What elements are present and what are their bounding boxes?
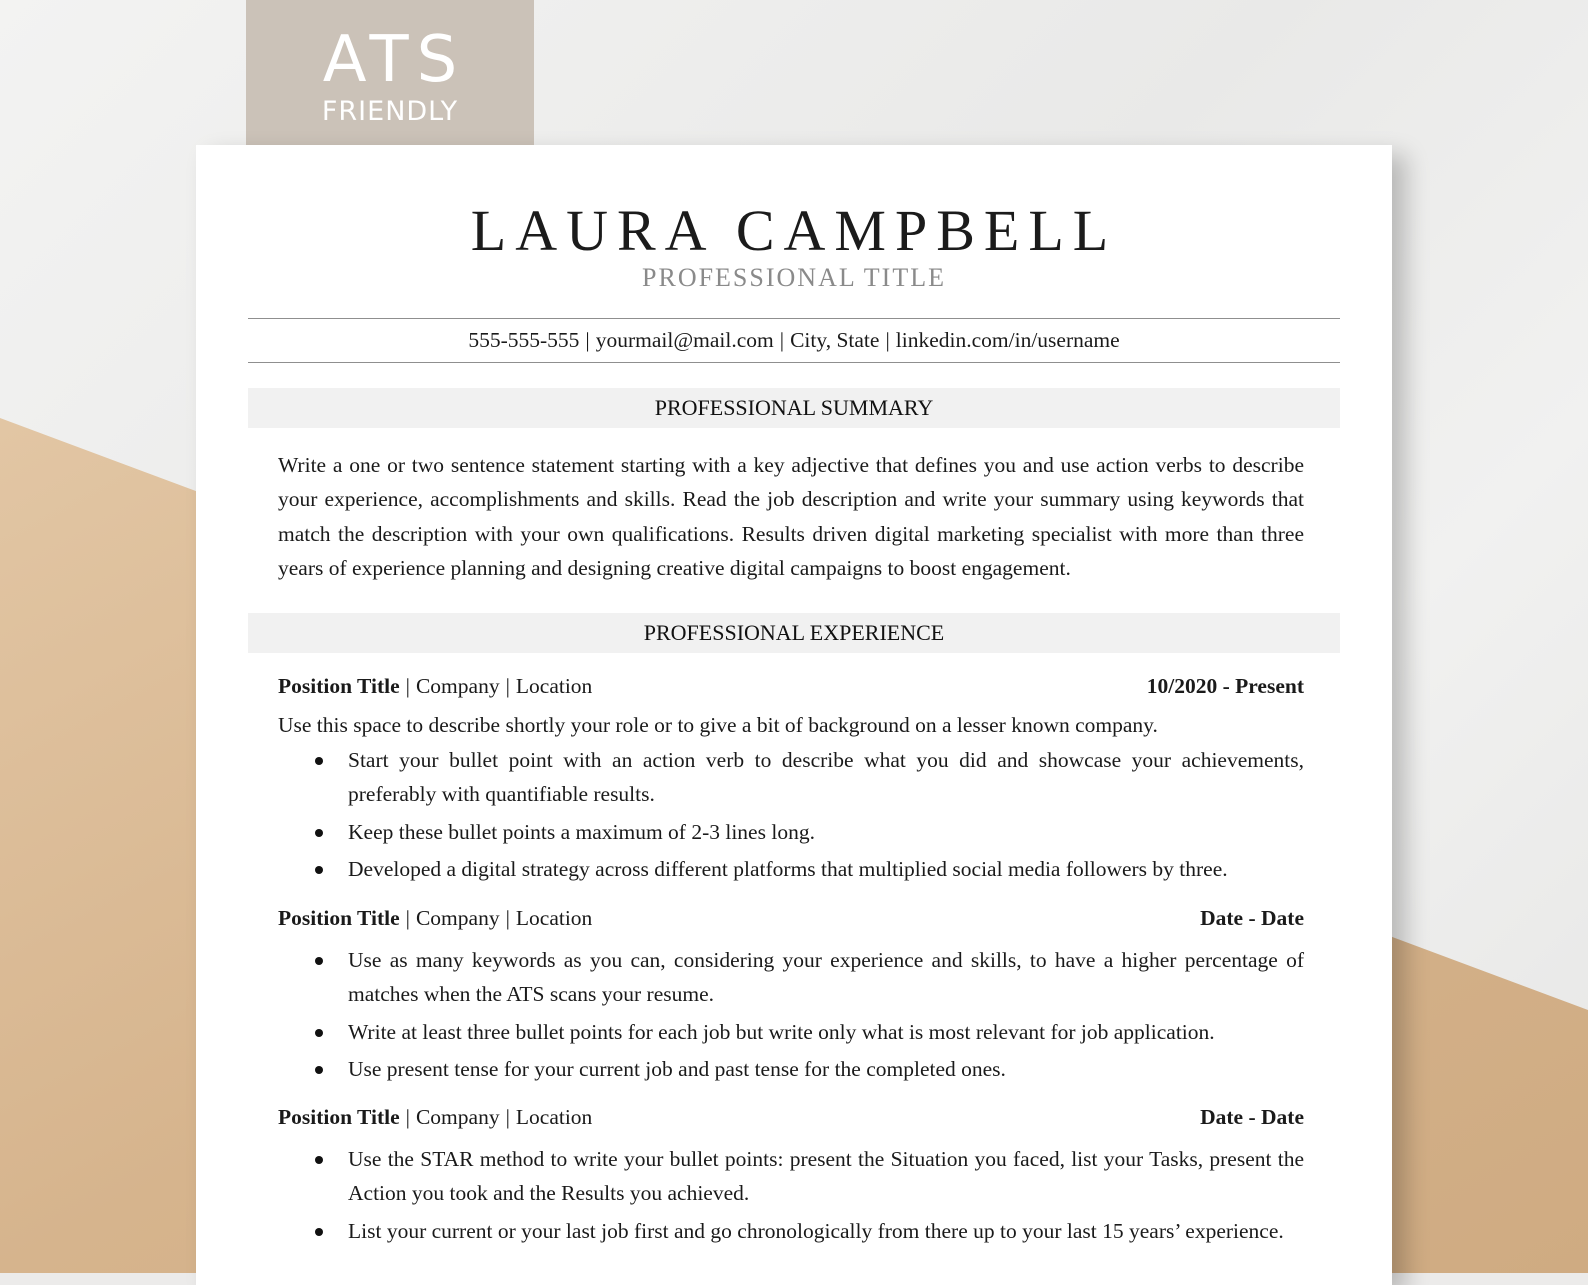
bullet-dot	[315, 829, 323, 837]
contact-separator: |	[779, 328, 785, 352]
job-header	[278, 1102, 1304, 1132]
bullet-dot	[315, 1029, 323, 1037]
contact-line	[248, 318, 1340, 363]
job-location: Location	[515, 906, 593, 930]
contact-email: yourmail@mail.com	[595, 328, 774, 352]
job-entry	[278, 903, 1304, 1086]
bullet-dot	[315, 1228, 323, 1236]
job-position: Position Title	[278, 1105, 400, 1129]
job-bullets	[278, 943, 1304, 1086]
bullet-item	[278, 1052, 1304, 1086]
job-location: Location	[515, 674, 593, 698]
bullet-text: Keep these bullet points a maximum of 2-3 lines long.	[348, 819, 815, 844]
bullet-dot	[315, 957, 323, 965]
job-separator: |	[505, 1105, 510, 1129]
bullet-text: Developed a digital strategy across different platforms that multiplied social media followers by three.	[348, 856, 1228, 881]
job-company: Company	[415, 906, 500, 930]
job-entry	[278, 671, 1304, 886]
bullet-text: Use the STAR method to write your bullet points: present the Situation you faced, list your Tasks, present the Action you took and the Results you achieved.	[348, 1147, 1304, 1206]
bullet-text: Write at least three bullet points for each job but write only what is most relevant for job application.	[348, 1019, 1215, 1044]
job-location: Location	[515, 1105, 593, 1129]
experience-heading: PROFESSIONAL EXPERIENCE	[248, 613, 1340, 653]
bullet-dot	[315, 757, 323, 765]
job-separator: |	[505, 906, 510, 930]
resume-name: LAURA CAMPBELL	[470, 198, 1118, 263]
bullet-item	[278, 1142, 1304, 1211]
job-company: Company	[415, 1105, 500, 1129]
job-entry	[278, 1102, 1304, 1248]
job-role-line	[278, 903, 592, 933]
bullet-dot	[315, 866, 323, 874]
bullet-dot	[315, 1156, 323, 1164]
job-header	[278, 903, 1304, 933]
badge-sub-text: FRIENDLY	[321, 96, 459, 127]
job-header	[278, 671, 1304, 701]
contact-separator: |	[885, 328, 890, 352]
contact-separator: |	[585, 328, 590, 352]
bullet-text: Start your bullet point with an action verb to describe what you did and showcase your achievements, preferably with quantifiable results.	[348, 748, 1304, 807]
bullet-text: Use as many keywords as you can, considering your experience and skills, to have a higher percentage of matches when the ATS scans your resume.	[348, 948, 1304, 1007]
job-separator: |	[405, 674, 410, 698]
bullet-text: Use present tense for your current job and past tense for the completed ones.	[348, 1056, 1006, 1081]
contact-location: City, State	[790, 328, 880, 352]
summary-heading: PROFESSIONAL SUMMARY	[248, 388, 1340, 428]
contact-linkedin: linkedin.com/in/username	[895, 328, 1120, 352]
job-dates: Date - Date	[1200, 906, 1304, 930]
job-position: Position Title	[278, 906, 400, 930]
job-role-line	[278, 671, 592, 701]
professional-title: PROFESSIONAL TITLE	[642, 263, 946, 292]
job-separator: |	[405, 1105, 410, 1129]
contact-phone: 555-555-555	[468, 328, 580, 352]
job-dates: 10/2020 - Present	[1146, 674, 1304, 698]
badge-main-text: ATS	[322, 23, 466, 97]
summary-text: Write a one or two sentence statement starting with a key adjective that defines you and use action verbs to describe your experience, accomplishments and skills. Read the job description and write your summary using keywords that match the description with your own qualifications. Results driven digital marketing specialist with more than three years of experience planning and designing creative digital campaigns to boost engagement.	[278, 453, 1304, 580]
job-bullets	[278, 1142, 1304, 1248]
bullet-item	[278, 943, 1304, 1012]
bullet-item	[278, 743, 1304, 812]
bullet-item	[278, 1015, 1304, 1049]
job-role-line	[278, 1102, 592, 1132]
job-bullets	[278, 743, 1304, 886]
ats-friendly-badge	[246, 0, 534, 145]
bullet-dot	[315, 1066, 323, 1074]
job-dates: Date - Date	[1200, 1105, 1304, 1129]
bullet-text: List your current or your last job first and go chronologically from there up to your last 15 years’ experience.	[348, 1218, 1284, 1243]
job-company: Company	[415, 674, 500, 698]
bullet-item	[278, 852, 1304, 886]
resume-page	[196, 145, 1392, 1285]
job-position: Position Title	[278, 674, 400, 698]
bullet-item	[278, 1214, 1304, 1248]
job-separator: |	[405, 906, 410, 930]
bullet-item	[278, 815, 1304, 849]
job-separator: |	[505, 674, 510, 698]
job-description: Use this space to describe shortly your role or to give a bit of background on a lesser known company.	[278, 713, 1158, 737]
